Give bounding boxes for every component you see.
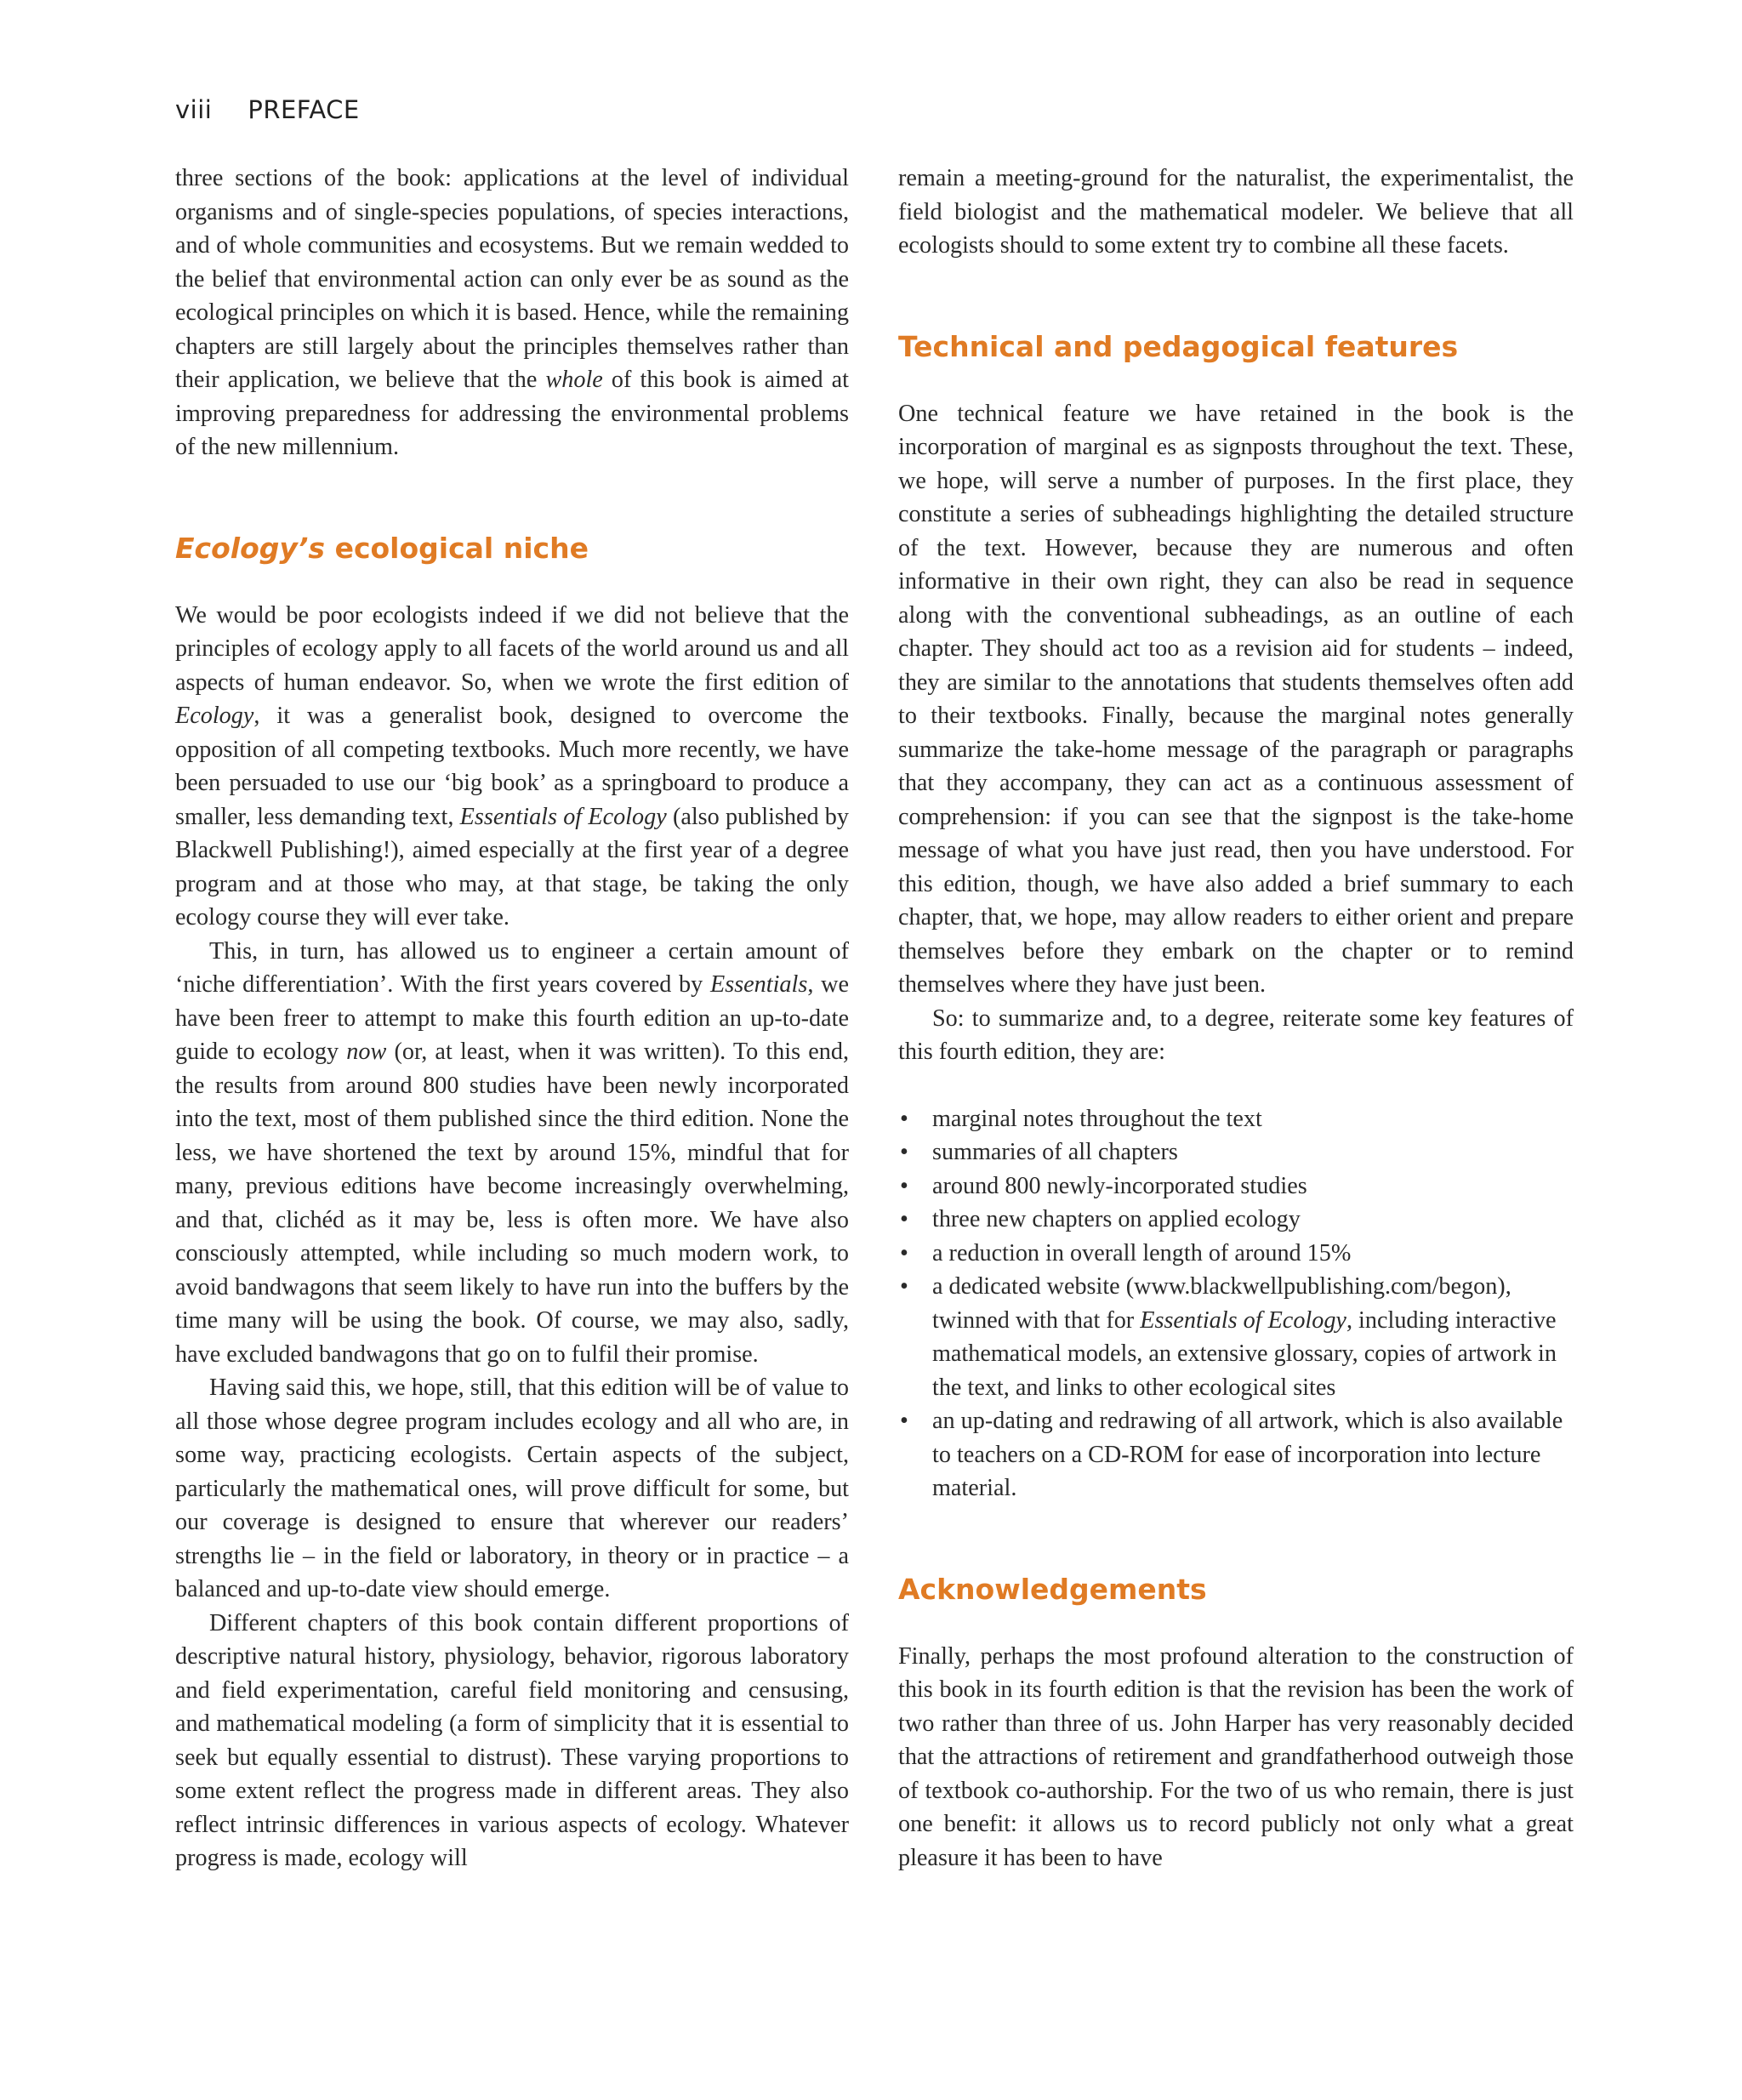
bullet-item — [898, 1102, 1574, 1136]
text-run: summaries of all chapters — [932, 1139, 1178, 1165]
paragraph-summarize: So: to summarize and, to a degree, reiterate some key features of this fourth edition, they are: — [898, 1004, 1574, 1065]
text-run: This, in turn, has allowed us to engineer a certain amount of ‘niche differentiation’. With the first years covered by — [175, 937, 849, 998]
text-run: , we have been freer to attempt to make this fourth edition an up-to-date guide to ecology — [175, 971, 849, 1065]
paragraph-niche-differentiation — [175, 935, 849, 1372]
text-run: around 800 newly-incorporated studies — [932, 1172, 1307, 1199]
running-title: PREFACE — [248, 95, 360, 124]
paragraph-meeting-ground: remain a meeting-ground for the naturalist, the experimentalist, the field biologist and the mathematical modeler. We believe that all ecologists should to some extent try to combine all these facets. — [898, 165, 1574, 259]
bullet-item — [898, 1170, 1574, 1204]
paragraph-different-chapters: Different chapters of this book contain different proportions of descriptive natural history, physiology, behavior, rigorous laboratory and field experimentation, careful field monitoring and censusing, and mathematical modeling (a form of simplicity that it is essential to seek but equally essential to distrust). These varying proportions to some extent reflect the progress made in different areas. They also reflect intrinsic differences in various aspects of ecology. Whatever progress is made, ecology will — [175, 1609, 849, 1871]
italic-run: Essentials of Ecology — [459, 803, 667, 830]
text-run: a reduction in overall length of around 15% — [932, 1239, 1352, 1266]
heading-acknowledgements: Acknowledgements — [898, 1572, 1207, 1606]
text-run: , including interactive mathematical models, an extensive glossary, copies of artwork in the text, and links to other ecological sites — [932, 1306, 1557, 1401]
italic-run: now — [346, 1039, 387, 1065]
right-column — [898, 162, 1574, 1875]
features-bullet-list — [898, 1102, 1574, 1505]
left-column — [175, 162, 849, 1875]
italic-run: Essentials of Ecology — [1140, 1306, 1346, 1334]
bullet-item — [898, 1203, 1574, 1237]
text-run: three new chapters on applied ecology — [932, 1206, 1301, 1232]
heading-ecological-niche — [175, 532, 849, 566]
text-run: an up-dating and redrawing of all artwork, which is also available to teachers on a CD-ROM for ease of incorporation into lecture material. — [932, 1408, 1563, 1501]
italic-run: whole — [545, 367, 603, 393]
paragraph-generalist-book — [175, 599, 849, 935]
text-run: (also published by Blackwell Publishing!), aimed especially at the first year of a degree program and at those who may, at that stage, be taking the only ecology course they will ever take. — [175, 803, 849, 930]
bullet-item — [898, 1404, 1574, 1505]
page-number: viii — [175, 95, 213, 124]
heading-ecological-niche-rest: ecological niche — [325, 531, 589, 565]
italic-run: Essentials — [710, 971, 808, 998]
bullet-item — [898, 1135, 1574, 1170]
text-run: of this book is aimed at improving preparedness for addressing the environmental problems of the new millennium. — [175, 367, 849, 460]
paragraph-marginal-notes: One technical feature we have retained in the book is the incorporation of marginal es as signposts throughout the text. These, we hope, will serve a number of purposes. In the first place, they constitute a series of subheadings highlighting the detailed structure of the text. However, because they are numerous and often informative in their own right, they can also be read in sequence along with the conventional subheadings, as an outline of each chapter. They should act too as a revision aid for students – indeed, they are similar to the annotations that students themselves often add to their textbooks. Finally, because the marginal notes generally summarize the take-home message of the paragraph or paragraphs that they accompany, they can act as a continuous assessment of comprehension: if you can see that the signpost is the take-home message of what you have just read, then you have understood. For this edition, though, we have also added a brief summary to each chapter, that, we hope, may allow readers to either orient and prepare themselves before they embark on the chapter or to remind themselves where they have just been. — [898, 400, 1574, 998]
paragraph-intro-continued — [175, 162, 849, 464]
heading-technical-features: Technical and pedagogical features — [898, 329, 1459, 363]
text-run: , it was a generalist book, designed to overcome the opposition of all competing textbooks. Much more recently, we have been persuaded to use our ‘big book’ as a springboard to produce a smaller, less demanding text, — [175, 703, 849, 830]
text-run: marginal notes throughout the text — [932, 1105, 1262, 1132]
bullet-item — [898, 1237, 1574, 1271]
italic-run: Ecology — [175, 703, 254, 729]
text-run: (or, at least, when it was written). To this end, the results from around 800 studies have been newly incorporated into the text, most of them published since the third edition. None the less, we have shortened the text by around 15%, mindful that for many, previous editions have become increasingly overwhelming, and that, clichéd as it may be, less is often more. We have also consciously attempted, while including so much modern work, to avoid bandwagons that seem likely to have run into the buffers by the time many will be using the book. Of course, we may also, sadly, have excluded bandwagons that go on to fulfil their promise. — [175, 1039, 849, 1368]
text-run: three sections of the book: applications at the level of individual organisms and of single-species populations, of species interactions, and of whole communities and ecosystems. But we remain wedded to the belief that environmental action can only ever be as sound as the ecological principles on which it is based. Hence, while the remaining chapters are still largely about the principles themselves rather than their application, we believe that the — [175, 165, 849, 393]
text-run: We would be poor ecologists indeed if we did not believe that the principles of ecology apply to all facets of the world around us and all aspects of human endeavor. So, when we wrote the first edition of — [175, 601, 849, 696]
running-head — [175, 95, 360, 124]
paragraph-acknowledgements: Finally, perhaps the most profound alteration to the construction of this book in its fourth edition is that the revision has been the work of two rather than three of us. John Harper has very reasonably decided that the attractions of retirement and grandfatherhood outweigh those of textbook co-authorship. For the two of us who remain, there is just one benefit: it allows us to record publicly not only what a great pleasure it has been to have — [898, 1642, 1574, 1871]
heading-ecology-italic: Ecology’s — [175, 531, 326, 565]
paragraph-value-to-readers: Having said this, we hope, still, that this edition will be of value to all those whose degree program includes ecology and all who are, in some way, practicing ecologists. Certain aspects of the subject, particularly the mathematical ones, will prove difficult for some, but our coverage is designed to ensure that wherever our readers’ strengths lie – in the field or laboratory, in theory or in practice – a balanced and up-to-date view should emerge. — [175, 1374, 849, 1602]
text-run: a dedicated website (www.blackwellpublishing.com/begon), twinned with that for — [932, 1273, 1511, 1334]
bullet-item — [898, 1270, 1574, 1404]
